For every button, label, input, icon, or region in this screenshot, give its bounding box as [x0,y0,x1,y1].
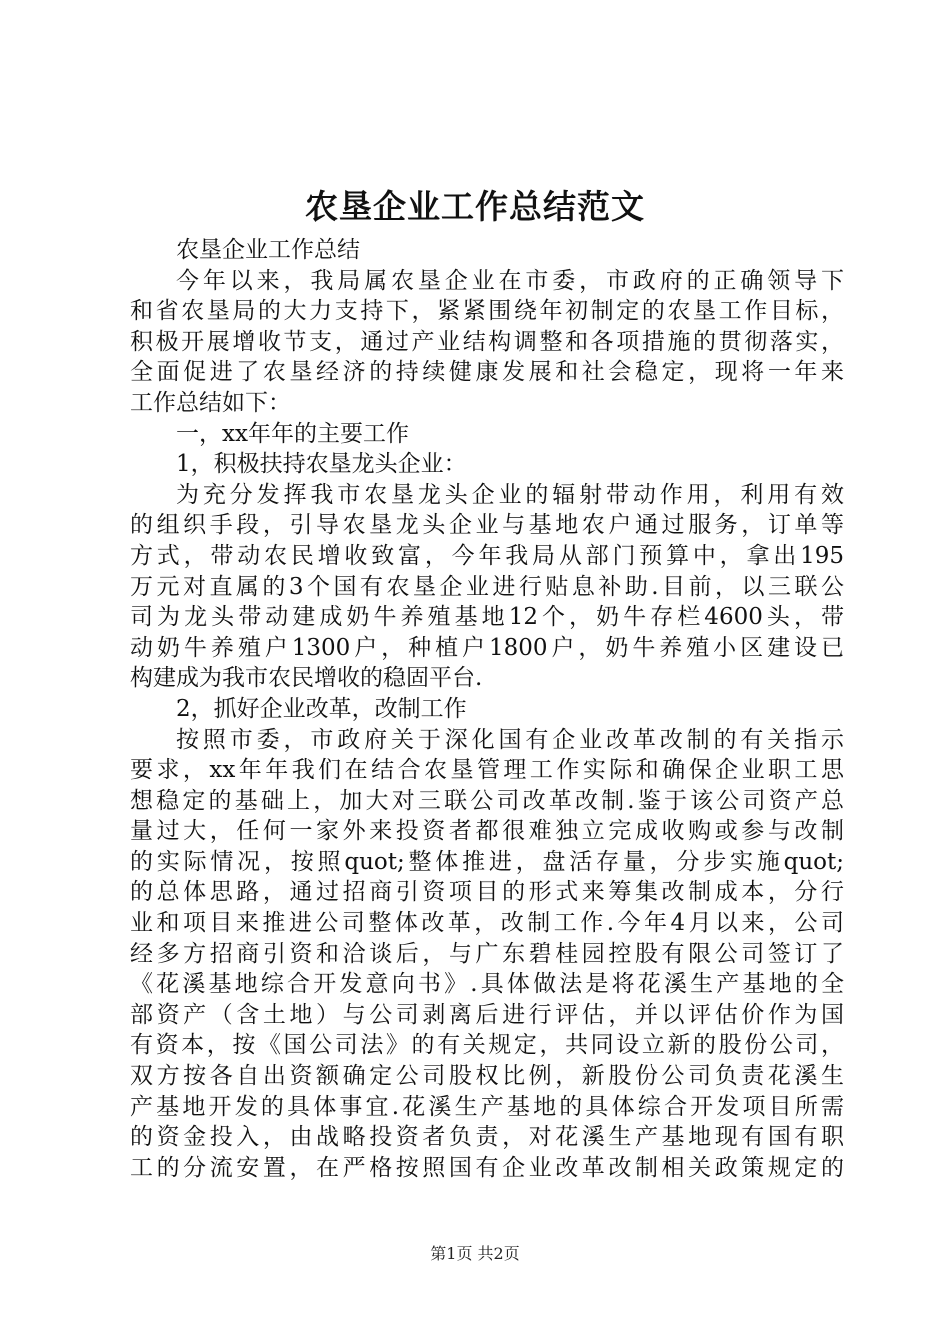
body-line: 今年以来，我局属农垦企业在市委，市政府的正确领导下 [176,267,844,294]
body-line: 业和项目来推进公司整体改革，改制工作.今年4月以来，公司 [130,910,844,937]
body-line: 部资产（含土地）与公司剥离后进行评估，并以评估价作为国 [130,1001,844,1028]
body-line: 的资金投入，由战略投资者负责，对花溪生产基地现有国有职 [130,1124,844,1151]
body-line: 为充分发挥我市农垦龙头企业的辐射带动作用，利用有效 [176,481,844,508]
document-title: 农垦企业工作总结范文 [305,187,645,226]
body-line: 工作总结如下： [130,389,291,416]
body-line: 工的分流安置，在严格按照国有企业改革改制相关政策规定的 [130,1154,844,1181]
body-line: 司为龙头带动建成奶牛养殖基地12个，奶牛存栏4600头，带 [130,604,844,631]
body-line: 农垦企业工作总结 [176,237,360,263]
body-line: 1，积极扶持农垦龙头企业： [176,451,467,478]
body-line: 《花溪基地综合开发意向书》.具体做法是将花溪生产基地的全 [130,971,844,998]
body-line: 想稳定的基础上，加大对三联公司改革改制.鉴于该公司资产总 [130,787,844,814]
body-line: 一，xx年年的主要工作 [176,420,409,447]
document-body [130,235,844,1183]
body-line: 产基地开发的具体事宜.花溪生产基地的具体综合开发项目所需 [130,1093,844,1120]
body-line: 万元对直属的3个国有农垦企业进行贴息补助.目前，以三联公 [130,573,844,600]
body-line: 的实际情况，按照quot;整体推进，盘活存量，分步实施quot; [130,848,844,875]
body-line: 2，抓好企业改革，改制工作 [176,695,467,722]
body-line: 经多方招商引资和洽谈后，与广东碧桂园控股有限公司签订了 [130,940,844,967]
body-line: 全面促进了农垦经济的持续健康发展和社会稳定，现将一年来 [130,359,844,386]
body-line: 积极开展增收节支，通过产业结构调整和各项措施的贯彻落实， [130,328,844,355]
body-line: 有资本，按《国公司法》的有关规定，共同设立新的股份公司， [130,1032,844,1059]
page-footer: 第1页 共2页 [430,1244,520,1263]
body-line: 构建成为我市农民增收的稳固平台. [130,665,483,692]
body-line: 和省农垦局的大力支持下，紧紧围绕年初制定的农垦工作目标， [130,298,844,325]
body-line: 的组织手段，引导农垦龙头企业与基地农户通过服务，订单等 [130,512,844,539]
body-line: 方式，带动农民增收致富，今年我局从部门预算中，拿出195 [130,542,844,569]
body-line: 要求，xx年年我们在结合农垦管理工作实际和确保企业职工思 [130,757,844,784]
body-line: 动奶牛养殖户1300户，种植户1800户，奶牛养殖小区建设已 [130,634,844,661]
body-line: 双方按各自出资额确定公司股权比例，新股份公司负责花溪生 [130,1063,844,1090]
body-line: 量过大，任何一家外来投资者都很难独立完成收购或参与改制 [130,818,844,845]
body-line: 按照市委，市政府关于深化国有企业改革改制的有关指示 [176,726,844,753]
body-line: 的总体思路，通过招商引资项目的形式来筹集改制成本，分行 [130,879,844,906]
